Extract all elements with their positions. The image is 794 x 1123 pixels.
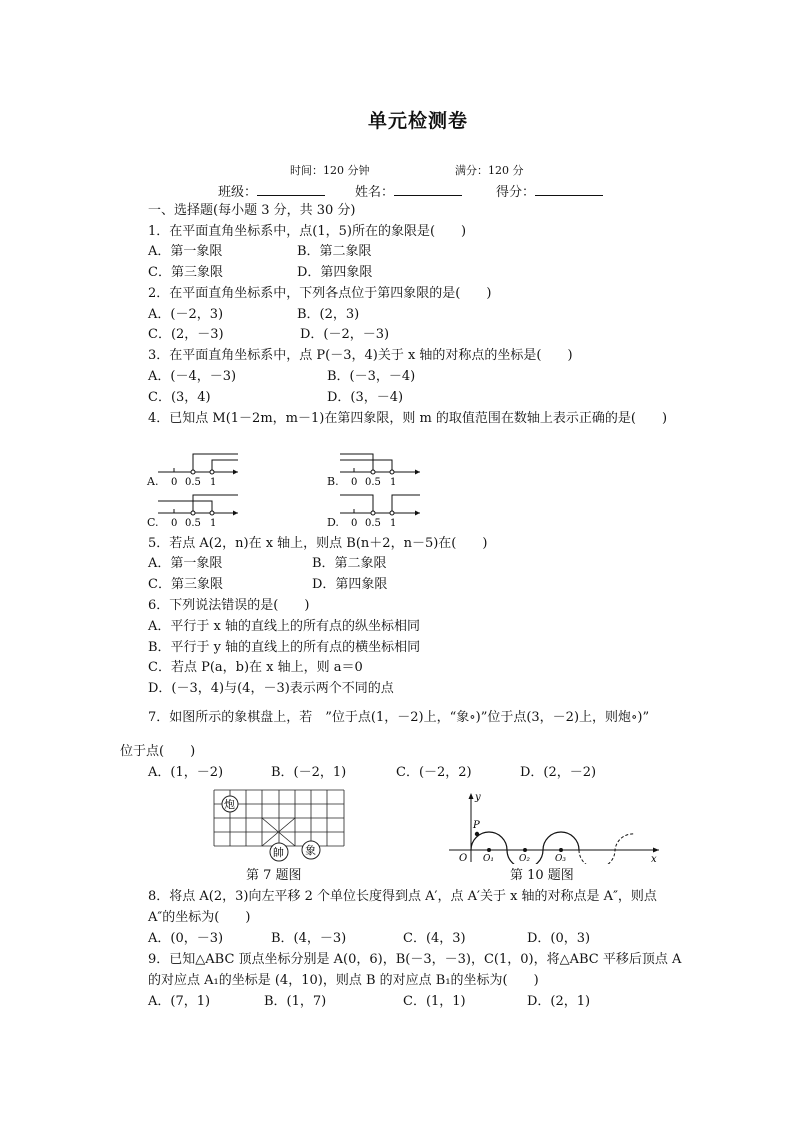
q2-stem: 2．在平面直角坐标系中，下列各点位于第四象限的是( ) [148,286,492,301]
q5-option-b[interactable]: B．第二象限 [312,556,387,571]
tick-label-05: 0.5 [185,477,201,488]
q1-option-b[interactable]: B．第二象限 [297,244,372,259]
q3-option-d[interactable]: D．(3，－4) [327,390,404,405]
q9-option-a[interactable]: A．(7，1) [148,994,211,1009]
tick-label-0: 0 [351,477,358,488]
q9-option-c[interactable]: C．(1，1) [403,994,466,1009]
svg-text:象: 象 [305,844,316,857]
q4-stem: 4．已知点 M(1－2m，m－1)在第四象限，则 m 的取值范围在数轴上表示正确的是( ) [148,411,668,426]
q1-option-a[interactable]: A．第一象限 [148,244,223,259]
q5-option-a[interactable]: A．第一象限 [148,556,223,571]
score-field[interactable] [496,183,603,201]
o3-label: O₃ [555,854,566,864]
q1-stem: 1．在平面直角坐标系中，点(1，5)所在的象限是( ) [148,224,467,239]
q6-option-d[interactable]: D．(－3，4)与(4，－3)表示两个不同的点 [148,681,394,696]
name-label: 姓名： [355,185,395,200]
q4-option-d[interactable]: D. [327,516,339,529]
tick-label-05: 0.5 [365,477,381,488]
tick-label-1: 1 [390,518,397,529]
q8-option-d[interactable]: D．(0，3) [527,931,591,946]
q8-option-c[interactable]: C．(4，3) [403,931,466,946]
q7-stem: 7．如图所示的象棋盘上，若 ”位于点(1，－2)上，“象∘)”位于点(3，－2)上，则炮∘)” [148,710,650,725]
q9-option-b[interactable]: B．(1，7) [264,994,327,1009]
p-label: P [473,820,480,831]
o1-label: O₁ [483,854,494,864]
tick-label-1: 1 [390,477,397,488]
q7-stem-cont: 位于点( ) [120,744,196,759]
svg-text:帥: 帥 [273,846,284,859]
q2-option-d[interactable]: D．(－2，－3) [300,327,390,342]
q9-option-d[interactable]: D．(2，1) [527,994,591,1009]
q7-option-b[interactable]: B．(－2，1) [271,765,347,780]
q6-option-a[interactable]: A．平行于 x 轴的直线上的所有点的纵坐标相同 [148,619,420,634]
q3-option-b[interactable]: B．(－3，－4) [327,369,416,384]
q1-option-c[interactable]: C．第三象限 [148,265,223,280]
score-blank[interactable] [535,183,603,196]
tick-label-05: 0.5 [365,518,381,529]
origin-label: O [459,853,468,864]
q2-option-a[interactable]: A．(－2，3) [148,307,224,322]
semicircle-wave-figure [447,790,663,864]
q4-numberline-a [158,446,240,492]
q9-stem-cont: 的对应点 A₁的坐标是 (4，10)，则点 B 的对应点 B₁的坐标为( ) [148,973,539,988]
tick-label-0: 0 [171,477,178,488]
q1-option-d[interactable]: D．第四象限 [297,265,373,280]
x-axis-label: x [651,854,657,864]
q4-option-b[interactable]: B. [327,475,339,488]
q6-stem: 6．下列说法错误的是( ) [148,598,310,613]
q7-option-d[interactable]: D．(2，－2) [520,765,597,780]
q7-option-c[interactable]: C．(－2，2) [396,765,472,780]
tick-label-1: 1 [210,518,217,529]
q2-option-b[interactable]: B．(2，3) [297,307,360,322]
q6-option-b[interactable]: B．平行于 y 轴的直线上的所有点的横坐标相同 [148,640,421,655]
q4-option-c[interactable]: C. [147,516,159,529]
page-title: 单元检测卷 [368,110,469,132]
q7-figure-caption: 第 7 题图 [246,868,302,883]
q8-stem-cont: A″的坐标为( ) [148,910,251,925]
tick-label-1: 1 [210,477,217,488]
q3-option-a[interactable]: A．(－4，－3) [148,369,237,384]
q8-stem: 8．将点 A(2，3)向左平移 2 个单位长度得到点 A′，点 A′关于 x 轴的对称点是 A″，则点 [148,889,657,904]
q8-option-b[interactable]: B．(4，－3) [271,931,347,946]
name-field[interactable] [355,183,462,201]
y-axis-label: y [475,792,481,803]
svg-text:炮: 炮 [224,798,235,811]
full-score: 满分：120 分 [455,164,524,177]
piece-xiang [302,841,320,859]
score-label: 得分： [496,185,536,200]
class-blank[interactable] [257,183,325,196]
chessboard-figure [210,786,346,866]
q9-stem: 9．已知△ABC 顶点坐标分别是 A(0，6)，B(－3，－3)，C(1，0)，将△ABC 平移后顶点 A [148,952,682,967]
q7-option-a[interactable]: A．(1，－2) [148,765,224,780]
q6-option-c[interactable]: C．若点 P(a，b)在 x 轴上，则 a＝0 [148,660,363,675]
class-label: 班级： [218,185,258,200]
point-p [475,832,479,836]
q10-figure-caption: 第 10 题图 [510,868,574,883]
class-field[interactable] [218,183,325,201]
q4-option-a[interactable]: A. [147,475,159,488]
tick-label-0: 0 [351,518,358,529]
time-limit: 时间：120 分钟 [290,164,370,177]
q5-stem: 5．若点 A(2，n)在 x 轴上，则点 B(n＋2，n－5)在( ) [148,536,488,551]
q4-numberline-d [340,487,422,533]
piece-pao [222,796,238,812]
o2-label: O₂ [519,854,530,864]
q8-option-a[interactable]: A．(0，－3) [148,931,224,946]
q2-option-c[interactable]: C．(2，－3) [148,327,224,342]
q4-numberline-b [340,446,422,492]
q4-numberline-c [158,487,240,533]
q3-stem: 3．在平面直角坐标系中，点 P(－3，4)关于 x 轴的对称点的坐标是( ) [148,348,573,363]
section-title: 一、选择题(每小题 3 分，共 30 分) [148,203,356,218]
q5-option-c[interactable]: C．第三象限 [148,577,223,592]
name-blank[interactable] [394,183,462,196]
q5-option-d[interactable]: D．第四象限 [312,577,388,592]
tick-label-05: 0.5 [185,518,201,529]
tick-label-0: 0 [171,518,178,529]
piece-shuai [270,843,288,861]
q3-option-c[interactable]: C．(3，4) [148,390,211,405]
